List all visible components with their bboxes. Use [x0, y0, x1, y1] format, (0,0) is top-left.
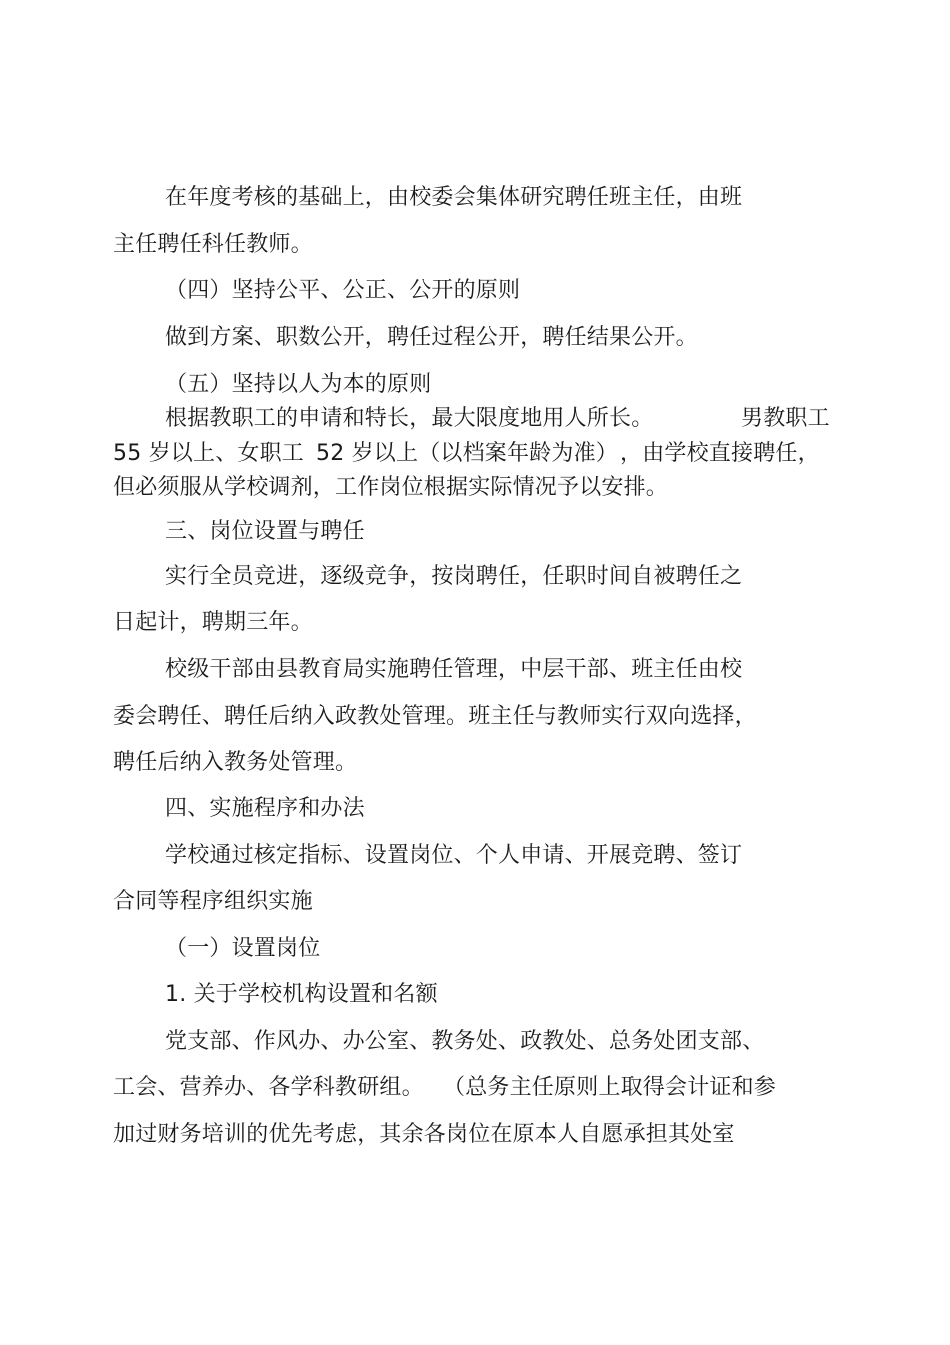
text-line: 工会、营养办、各学科教研组。: [113, 1075, 424, 1100]
text-line: 委会聘任、聘任后纳入政教处管理。班主任与教师实行双向选择，: [113, 704, 757, 729]
text-fragment: 男教职工: [741, 406, 830, 431]
section-heading: （五）坚持以人为本的原则: [165, 372, 432, 397]
text-line: 做到方案、职数公开，聘任过程公开，聘任结果公开。: [165, 325, 698, 350]
text-line: 合同等程序组织实施: [113, 889, 313, 914]
text-line: 但必须服从学校调剂，工作岗位根据实际情况予以安排。: [113, 475, 669, 500]
text-line: 聘任后纳入教务处管理。: [113, 750, 358, 775]
text-line: 日起计，聘期三年。: [113, 610, 313, 635]
text-line: 学校通过核定指标、设置岗位、个人申请、开展竞聘、签订: [165, 843, 743, 868]
section-heading: 四、实施程序和办法: [165, 796, 365, 821]
section-heading: （四）坚持公平、公正、公开的原则: [165, 278, 521, 303]
section-heading: （一）设置岗位: [165, 936, 321, 961]
text-line: 校级干部由县教育局实施聘任管理，中层干部、班主任由校: [165, 657, 743, 682]
text-fragment: ，由学校直接聘任，: [620, 441, 820, 466]
text-line: 主任聘任科任教师。: [113, 232, 313, 257]
text-line: 实行全员竞进，逐级竞争，按岗聘任，任职时间自被聘任之: [165, 564, 743, 589]
section-heading: 三、岗位设置与聘任: [165, 519, 365, 544]
text-fragment: 52 岁以上（以档案年龄为准）: [316, 441, 618, 466]
text-line: 党支部、作风办、办公室、教务处、政教处、总务处团支部、: [165, 1029, 765, 1054]
text-fragment: （总务主任原则上取得会计证和参: [443, 1075, 777, 1100]
text-line: 根据教职工的申请和特长，最大限度地用人所长。: [165, 406, 654, 431]
text-line: 加过财务培训的优先考虑，其余各岗位在原本人自愿承担其处室: [113, 1122, 735, 1147]
text-line: 在年度考核的基础上，由校委会集体研究聘任班主任，由班: [165, 185, 743, 210]
section-heading: 1. 关于学校机构设置和名额: [165, 982, 438, 1007]
text-fragment: 55 岁以上、女职工: [113, 441, 304, 466]
